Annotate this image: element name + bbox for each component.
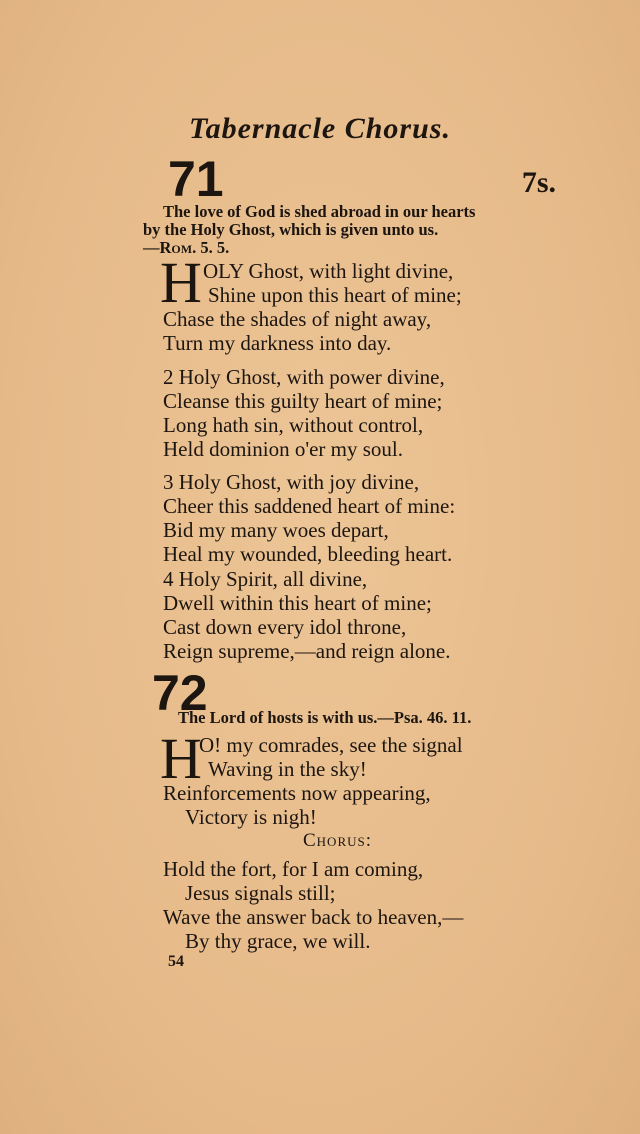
verse-line: Cast down every idol throne, [163, 615, 407, 639]
hymn-71-epigraph [143, 202, 533, 257]
verse-line: Heal my wounded, bleeding heart. [163, 542, 453, 566]
verse-line: Bid my many woes depart, [163, 518, 389, 542]
hymn-71-verse-2 [163, 365, 445, 461]
verse-line: 4 Holy Spirit, all divine, [163, 567, 368, 591]
chorus-line: Wave the answer back to heaven,— [163, 905, 464, 929]
verse-line: 3 Holy Ghost, with joy divine, [163, 470, 420, 494]
hymn-71-meter: 7s. [521, 166, 556, 199]
epigraph-reference: —Rom. 5. 5. [143, 238, 230, 257]
verse-line: Held dominion o'er my soul. [163, 437, 404, 461]
verse-line: Shine upon this heart of mine; [208, 283, 462, 307]
hymn-72-chorus [163, 857, 463, 953]
chorus-line: Hold the fort, for I am coming, [163, 857, 424, 881]
hymn-72-epigraph: The Lord of hosts is with us.—Psa. 46. 11. [178, 708, 472, 727]
running-head: Tabernacle Chorus. [189, 112, 451, 145]
verse-line: Turn my darkness into day. [163, 331, 392, 355]
verse-line: Dwell within this heart of mine; [163, 591, 432, 615]
hymn-71-verse-1 [163, 259, 462, 355]
verse-line: Waving in the sky! [208, 757, 367, 781]
verse-line: Long hath sin, without control, [163, 413, 424, 437]
verse-line: 2 Holy Ghost, with power divine, [163, 365, 445, 389]
verse-line: O! my comrades, see the signal [199, 733, 463, 757]
verse-line: Reinforcements now appearing, [163, 781, 431, 805]
verse-line: OLY Ghost, with light divine, [203, 259, 454, 283]
epigraph-line: The love of God is shed abroad in our hearts [163, 202, 476, 221]
chorus-line: Jesus signals still; [185, 881, 336, 905]
verse-line: Reign supreme,—and reign alone. [163, 639, 451, 663]
hymn-71-verse-3 [163, 470, 455, 566]
verse-line: Cheer this saddened heart of mine: [163, 494, 456, 518]
hymn-72-number: 72 [152, 665, 208, 721]
epigraph-line: by the Holy Ghost, which is given unto us. [143, 220, 439, 239]
verse-line: Chase the shades of night away, [163, 307, 432, 331]
chorus-label: Chorus: [303, 830, 373, 851]
verse-line: Cleanse this guilty heart of mine; [163, 389, 443, 413]
verse-line: Victory is nigh! [185, 805, 317, 829]
hymn-72-dropcap: H [160, 726, 202, 791]
hymn-71-dropcap: H [160, 250, 202, 315]
chorus-line: By thy grace, we will. [185, 929, 371, 953]
hymn-72-verse-1 [163, 733, 463, 829]
hymn-71-verse-4 [163, 567, 451, 663]
hymn-71-number: 71 [168, 151, 224, 207]
page-number: 54 [168, 953, 184, 970]
